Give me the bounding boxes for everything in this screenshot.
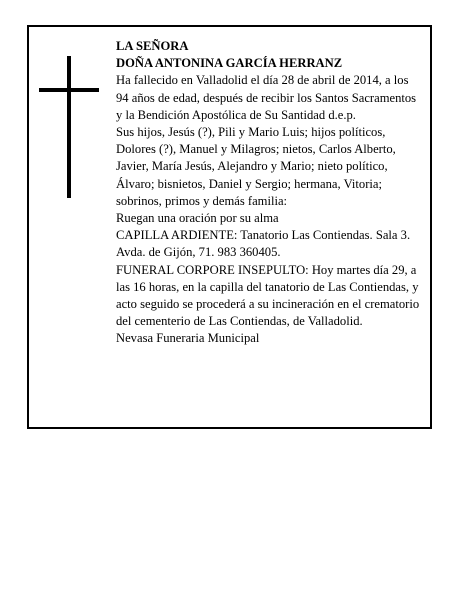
funeral-home: Nevasa Funeraria Municipal (116, 331, 260, 346)
chapel-info: CAPILLA ARDIENTE: Tanatorio Las Contiendas. Sala 3. Avda. de Gijón, 71. 983 360405. (116, 228, 411, 260)
cross-icon (39, 56, 99, 198)
obituary-notice (27, 25, 432, 429)
death-announcement: Ha fallecido en Valladolid el día 28 de abril de 2014, a los 94 años de edad, después de recibir los Santos Sacramentos y la Bendición Apostólica de Su Santidad d.e.p. (116, 73, 417, 122)
funeral-info: FUNERAL CORPORE INSEPULTO: Hoy martes día 29, a las 16 horas, en la capilla del tanatorio de Las Contiendas, y acto seguido se procederá a su incineración en el crematorio del cementerio de Las Contiendas, de Valladolid. (116, 262, 420, 329)
prayer-request: Ruegan una oración por su alma (116, 211, 279, 226)
notice-title: LA SEÑORA (116, 39, 189, 53)
cross-horizontal-bar (39, 88, 99, 92)
deceased-name: DOÑA ANTONINA GARCÍA HERRANZ (116, 56, 343, 71)
family-list: Sus hijos, Jesús (?), Pili y Mario Luis; hijos políticos, Dolores (?), Manuel y Milagros; nietos, Carlos Alberto, Javier, María Jesús, Alejandro y Mario; nieto político, Álvaro; bisnietos, Daniel y Sergio; hermana, Vitoria; sobrinos, primos y demás familia: (116, 125, 396, 208)
notice-text (116, 38, 421, 348)
cross-vertical-bar (67, 56, 71, 198)
